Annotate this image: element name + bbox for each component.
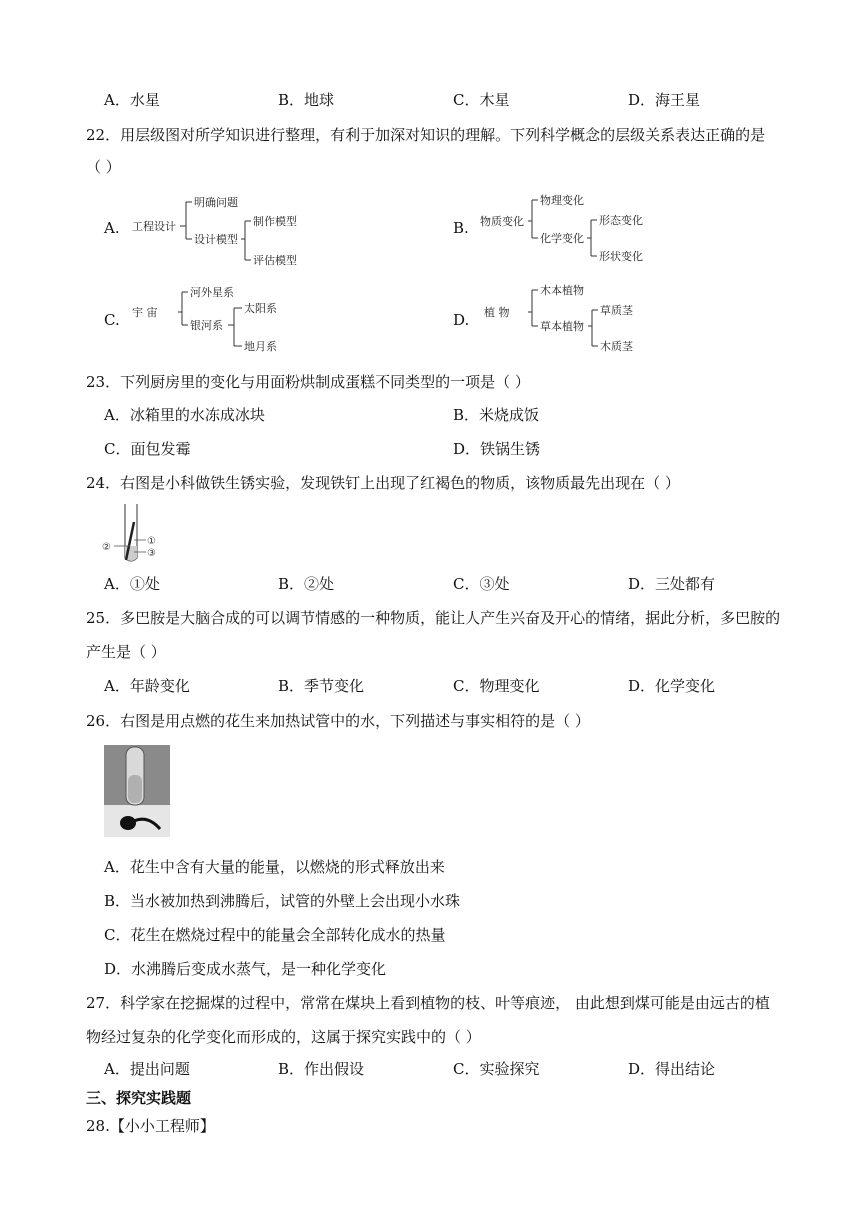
diag-b-child2: 化学变化 xyxy=(540,232,584,245)
q26-option-b: B．当水被加热到沸腾后，试管的外壁上会出现小水珠 xyxy=(104,892,461,910)
q27-option-c: C．实验探究 xyxy=(453,1060,540,1078)
q23-stem: 23．下列厨房里的变化与用面粉烘制成蛋糕不同类型的一项是（ ） xyxy=(86,373,530,391)
q26-stem: 26．右图是用点燃的花生来加热试管中的水，下列描述与事实相符的是（ ） xyxy=(86,712,590,730)
q24-option-b: B．②处 xyxy=(278,575,335,593)
q24-mark-2: ② xyxy=(102,542,111,553)
q26-option-a: A．花生中含有大量的能量，以燃烧的形式释放出来 xyxy=(104,858,445,876)
q27-option-b: B．作出假设 xyxy=(278,1060,365,1078)
diag-a-child1: 明确问题 xyxy=(194,196,238,209)
q24-stem: 24．右图是小科做铁生锈实验，发现铁钉上出现了红褐色的物质，该物质最先出现在（ ） xyxy=(86,474,680,492)
q25-stem-line2: 产生是（ ） xyxy=(86,643,166,661)
diag-b-grand2: 形状变化 xyxy=(599,250,643,263)
q23-option-c: C．面包发霉 xyxy=(104,440,191,458)
q24-mark-3: ③ xyxy=(147,548,156,559)
diag-d-root: 植 物 xyxy=(484,306,510,319)
diag-d-grand2: 木质茎 xyxy=(600,340,633,353)
q22-diagram-c xyxy=(128,280,308,356)
diag-b-grand1: 形态变化 xyxy=(599,214,643,227)
section-title: 三、探究实践题 xyxy=(86,1089,192,1107)
q24-mark-1: ① xyxy=(147,536,156,547)
q21-option-b: B．地球 xyxy=(278,91,335,109)
diag-d-child1: 木本植物 xyxy=(540,284,584,297)
q21-option-d: D．海王星 xyxy=(628,91,701,109)
q26-option-d: D．水沸腾后变成水蒸气，是一种化学变化 xyxy=(104,960,387,978)
q23-option-b: B．米烧成饭 xyxy=(453,406,540,424)
q25-option-b: B．季节变化 xyxy=(278,677,365,695)
q27-stem: 27．科学家在挖掘煤的过程中，常常在煤块上看到植物的枝、叶等痕迹， 由此想到煤可能是由远古的植 xyxy=(86,994,770,1012)
diag-a-child2: 设计模型 xyxy=(194,233,238,246)
q25-option-d: D．化学变化 xyxy=(628,677,716,695)
q27-option-d: D．得出结论 xyxy=(628,1060,716,1078)
q26-option-c: C．花生在燃烧过程中的能量会全部转化成水的热量 xyxy=(104,926,446,944)
diag-d-grand1: 草质茎 xyxy=(600,304,633,317)
diag-a-grand1: 制作模型 xyxy=(253,215,297,228)
q22-label-d: D. xyxy=(453,311,470,329)
q22-diagram-b xyxy=(476,190,656,266)
diag-a-grand2: 评估模型 xyxy=(253,254,297,267)
q25-option-a: A．年龄变化 xyxy=(104,677,190,695)
diag-c-root: 宇 宙 xyxy=(132,306,158,319)
q24-option-c: C．③处 xyxy=(453,575,510,593)
diag-a-root: 工程设计 xyxy=(132,220,176,233)
q27-stem-line2: 物经过复杂的化学变化而形成的，这属于探究实践中的（ ） xyxy=(86,1028,481,1046)
q22-diagram-a xyxy=(128,192,308,268)
diag-c-child1: 河外星系 xyxy=(190,286,234,299)
q21-option-c: C．木星 xyxy=(453,91,510,109)
q22-label-c: C. xyxy=(104,311,120,329)
diag-c-child2: 银河系 xyxy=(190,319,223,332)
q23-option-d: D．铁锅生锈 xyxy=(453,440,541,458)
q22-label-a: A. xyxy=(104,219,120,237)
q24-test-tube-figure xyxy=(100,500,170,566)
q22-diagram-d xyxy=(476,280,666,356)
q21-option-a: A．水星 xyxy=(104,91,160,109)
q22-stem-paren: （ ） xyxy=(86,158,121,176)
q25-option-c: C．物理变化 xyxy=(453,677,540,695)
diag-b-root: 物质变化 xyxy=(480,215,524,228)
q25-stem: 25．多巴胺是大脑合成的可以调节情感的一种物质，能让人产生兴奋及开心的情绪，据此分析，多巴胺的 xyxy=(86,609,781,627)
q28-stem: 28.【小小工程师】 xyxy=(86,1117,215,1135)
diag-b-child1: 物理变化 xyxy=(540,194,584,207)
q24-option-d: D．三处都有 xyxy=(628,575,716,593)
diag-d-child2: 草本植物 xyxy=(540,320,584,333)
q24-option-a: A．①处 xyxy=(104,575,160,593)
q26-peanut-heating-photo xyxy=(104,745,170,837)
q27-option-a: A．提出问题 xyxy=(104,1060,190,1078)
q23-option-a: A．冰箱里的水冻成冰块 xyxy=(104,406,265,424)
diag-c-grand2: 地月系 xyxy=(244,340,277,353)
diag-c-grand1: 太阳系 xyxy=(244,302,277,315)
q22-stem: 22．用层级图对所学知识进行整理，有利于加深对知识的理解。下列科学概念的层级关系表达正确的是 xyxy=(86,126,766,144)
q22-label-b: B. xyxy=(453,219,469,237)
